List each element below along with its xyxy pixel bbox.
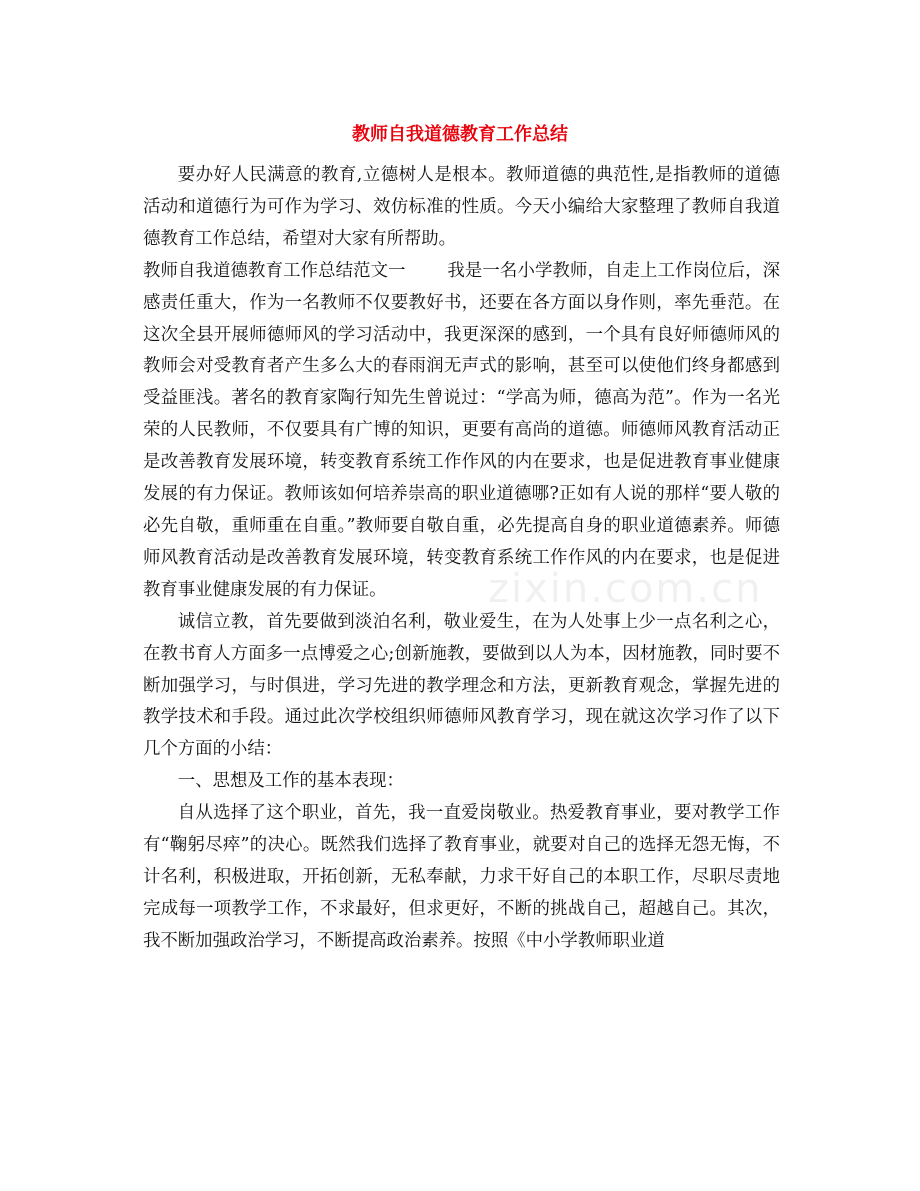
paragraph-2: 诚信立教，首先要做到淡泊名利，敬业爱生，在为人处事上少一点名利之心，在教书育人方面多一点博爱之心;创新施教，要做到以人为本，因材施教，同时要不断加强学习，与时俱进，学习先进的教学理念和方法，更新教育观念，掌握先进的教学技术和手段。通过此次学校组织师德师风教育学习，现在就这次学习作了以下几个方面的小结： <box>143 611 780 760</box>
sample-heading: 教师自我道德教育工作总结范文一 <box>143 260 406 281</box>
section-1-heading: 一、思想及工作的基本表现： <box>177 771 404 792</box>
intro-paragraph: 要办好人民满意的教育,立德树人是根本。教师道德的典范性,是指教师的道德活动和道德行为可作为学习、效仿标准的性质。今天小编给大家整理了教师自我道德教育工作总结，希望对大家有所帮助。 <box>143 165 780 249</box>
document-body <box>143 160 780 958</box>
paragraph-3: 自从选择了这个职业，首先，我一直爱岗敬业。热爱教育事业，要对教学工作有“鞠躬尽瘁”的决心。既然我们选择了教育事业，就要对自己的选择无怨无悔，不计名利，积极进取，开拓创新，无私奉献，力求干好自己的本职工作，尽职尽责地完成每一项教学工作，不求最好，但求更好，不断的挑战自己，超越自己。其次，我不断加强政治学习，不断提高政治素养。按照《中小学教师职业道 <box>143 803 780 951</box>
watermark: zixin.com.cn <box>488 566 763 612</box>
document-title: 教师自我道德教育工作总结 <box>352 124 568 145</box>
sample-paragraph: 我是一名小学教师，自走上工作岗位后，深感责任重大，作为一名教师不仅要教好书，还要在各方面以身作则，率先垂范。在这次全县开展师德师风的学习活动中，我更深深的感到，一个具有良好师德师风的教师会对受教育者产生多么大的春雨润无声式的影响，甚至可以使他们终身都感到受益匪浅。著名的教育家陶行知先生曾说过：“学高为师，德高为范”。作为一名光荣的人民教师，不仅要具有广博的知识，更要有高尚的道德。师德师风教育活动正是改善教育发展环境，转变教育系统工作作风的内在要求，也是促进教育事业健康发展的有力保证。教师该如何培养崇高的职业道德哪?正如有人说的那样“要人敬的必先自敬，重师重在自重。”教师要自敬自重，必先提高自身的职业道德素养。师德师风教育活动是改善教育发展环境，转变教育系统工作作风的内在要求，也是促进教育事业健康发展的有力保证。 <box>143 260 780 600</box>
sample-paragraph-block <box>143 256 780 607</box>
